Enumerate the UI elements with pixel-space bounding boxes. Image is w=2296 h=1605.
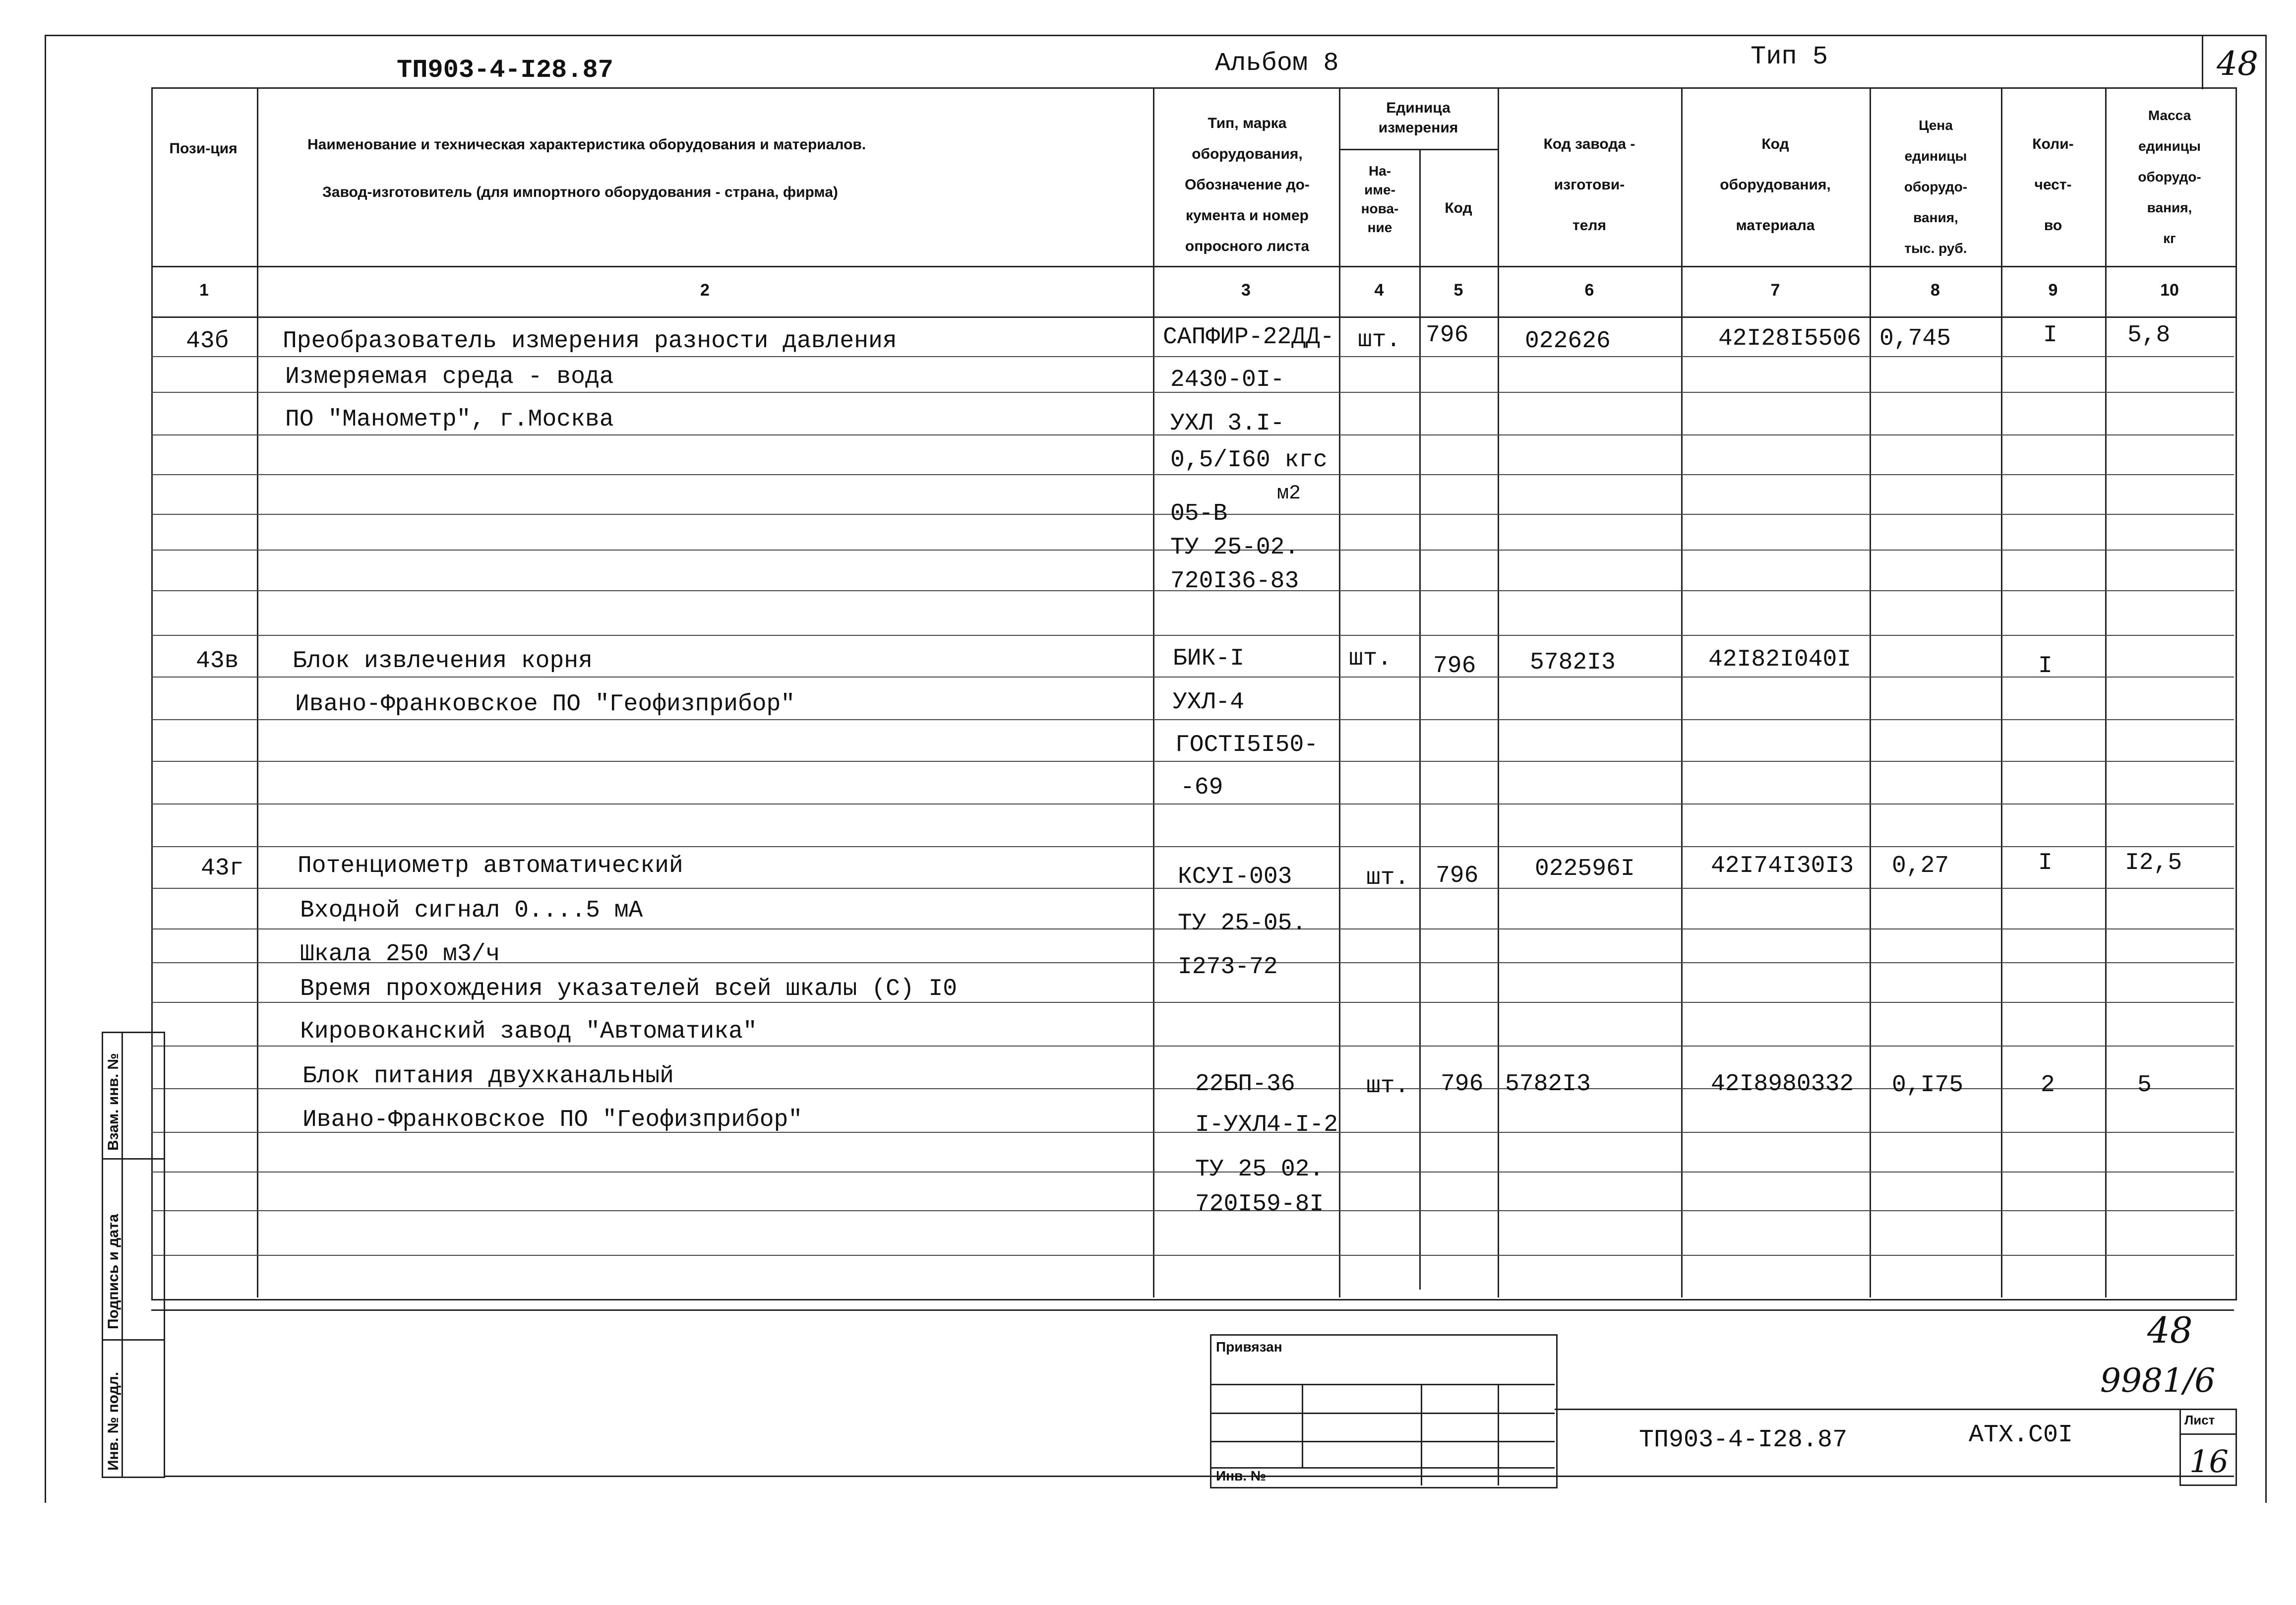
col-header-unit-code: Код xyxy=(1445,200,1472,216)
col9-l1: Коли- xyxy=(2032,136,2074,152)
type-43b-5: м2 xyxy=(1277,483,1301,505)
maker-bp: 5782I3 xyxy=(1505,1071,1591,1098)
type-bp-3: ТУ 25 02. xyxy=(1195,1156,1324,1183)
mass-43g: I2,5 xyxy=(2125,850,2182,876)
type-43g-1: КСУI-003 xyxy=(1178,864,1292,890)
name-43g-1: Потенциометр автоматический xyxy=(298,853,683,879)
col-num-6: 6 xyxy=(1584,281,1594,300)
col10-l3: оборудо- xyxy=(2138,169,2201,185)
unit-code-43v: 796 xyxy=(1433,653,1476,679)
qty-43g: I xyxy=(2038,850,2053,876)
type-43b-6: 05-В xyxy=(1170,500,1228,527)
row-separator xyxy=(151,677,2234,678)
type-bp-2: I-УХЛ4-I-2 xyxy=(1195,1111,1338,1138)
mass-43b: 5,8 xyxy=(2127,322,2171,349)
maker-43v: 5782I3 xyxy=(1530,649,1616,676)
footer-mark: АТХ.С0I xyxy=(1969,1421,2073,1449)
row-separator xyxy=(151,846,2234,847)
name-43b-2: Измеряемая среда - вода xyxy=(285,364,614,390)
type-43g-3: I273-72 xyxy=(1178,954,1278,981)
pos-43g: 43г xyxy=(201,855,244,882)
col7-l2: оборудования, xyxy=(1720,177,1831,193)
unit-code-43g: 796 xyxy=(1436,863,1479,889)
row-separator xyxy=(151,635,2234,636)
col4-l4: ние xyxy=(1367,220,1392,235)
price-bp: 0,I75 xyxy=(1892,1072,1964,1099)
qty-43v: I xyxy=(2038,653,2053,679)
mass-bp: 5 xyxy=(2137,1072,2152,1099)
inv-no-label: Инв. № xyxy=(1216,1468,1267,1483)
name-bp-2: Ивано-Франковское ПО "Геофизприбор" xyxy=(302,1107,803,1133)
unit-code-bp: 796 xyxy=(1441,1071,1484,1098)
row-separator xyxy=(151,1172,2234,1173)
pos-43b: 43б xyxy=(186,328,229,355)
price-43g: 0,27 xyxy=(1892,853,1949,879)
pos-43v: 43в xyxy=(196,648,239,675)
type-bp-4: 720I59-8I xyxy=(1195,1191,1324,1218)
type-43b-2: 2430-0I- xyxy=(1170,367,1285,393)
col-header-equip-code xyxy=(1686,124,1865,246)
col-header-unit-name xyxy=(1341,162,1418,237)
maker-43b: 022626 xyxy=(1525,328,1611,355)
name-43b-1: Преобразователь измерения разности давления xyxy=(283,328,897,355)
col7-l1: Код xyxy=(1761,136,1789,152)
col-num-1: 1 xyxy=(199,281,209,300)
col-header-unit: Единица измерения xyxy=(1378,100,1458,136)
row-separator xyxy=(151,1046,2234,1047)
col-num-7: 7 xyxy=(1770,281,1780,300)
unit-bp: шт. xyxy=(1366,1073,1409,1100)
row-separator xyxy=(151,719,2234,720)
stamp-vzam-inv: Взам. инв. № xyxy=(105,1053,121,1151)
type-43b-1: САПФИР-22ДД- xyxy=(1163,324,1334,351)
col-num-5: 5 xyxy=(1453,281,1463,300)
unit-43g: шт. xyxy=(1366,864,1409,891)
col6-l2: изготови- xyxy=(1554,177,1625,193)
col3-l1: Тип, марка xyxy=(1208,115,1287,131)
name-43g-5: Кировоканский завод "Автоматика" xyxy=(300,1018,757,1045)
col-header-name-line1: Наименование и техническая характеристика оборудования и материалов. xyxy=(307,136,866,153)
col-num-8: 8 xyxy=(1931,281,1940,300)
maker-43g: 022596I xyxy=(1535,856,1635,882)
col10-l4: вания, xyxy=(2147,200,2192,215)
col-num-2: 2 xyxy=(700,281,710,300)
type-43b-8: 720I36-83 xyxy=(1170,568,1299,595)
stamp-inv-podl: Инв. № подл. xyxy=(105,1371,121,1471)
name-bp-1: Блок питания двухканальный xyxy=(302,1063,674,1090)
unit-code-43b: 796 xyxy=(1426,322,1469,349)
name-43b-3: ПО "Манометр", г.Москва xyxy=(285,406,614,433)
col8-l1: Цена xyxy=(1919,118,1953,133)
unit-43v: шт. xyxy=(1349,645,1392,672)
col9-l2: чест- xyxy=(2034,177,2072,193)
col-num-3: 3 xyxy=(1241,281,1251,300)
col-num-4: 4 xyxy=(1374,281,1384,300)
type-43b-4: 0,5/I60 кгс xyxy=(1170,447,1328,474)
equip-43b: 42I28I5506 xyxy=(1718,325,1862,352)
type-43v-3: ГОСТI5I50- xyxy=(1175,732,1319,758)
col3-l2: оборудования, xyxy=(1192,146,1303,162)
footer-doc-code: ТП903-4-I28.87 xyxy=(1639,1426,1848,1454)
qty-43b: I xyxy=(2043,322,2057,349)
row-separator xyxy=(151,1255,2234,1256)
col3-l5: опросного листа xyxy=(1185,238,1310,254)
col7-l3: материала xyxy=(1736,217,1815,234)
col8-l4: вания, xyxy=(1913,210,1958,225)
name-43v-2: Ивано-Франковское ПО "Геофизприбор" xyxy=(295,691,795,718)
col-num-9: 9 xyxy=(2048,281,2058,300)
col-header-mass xyxy=(2108,100,2232,254)
type-43v-2: УХЛ-4 xyxy=(1173,689,1245,716)
col-header-name-line2: Завод-изготовитель (для импортного оборудования - страна, фирма) xyxy=(322,184,838,200)
type-label: Тип 5 xyxy=(1751,42,1828,71)
type-43b-3: УХЛ 3.I- xyxy=(1170,410,1285,437)
row-separator xyxy=(151,474,2234,475)
row-separator xyxy=(151,803,2234,804)
row-separator xyxy=(151,761,2234,762)
col8-l3: оборудо- xyxy=(1904,179,1968,194)
equip-bp: 42I8980332 xyxy=(1711,1071,1854,1098)
sheet-number: 16 xyxy=(2189,1443,2229,1480)
col10-l2: единицы xyxy=(2138,138,2201,154)
name-43g-2: Входной сигнал 0....5 мА xyxy=(300,897,643,924)
col3-l4: кумента и номер xyxy=(1185,207,1309,224)
col-header-type xyxy=(1163,108,1331,262)
col4-l3: нова- xyxy=(1361,201,1399,216)
unit-43b: шт. xyxy=(1358,327,1401,354)
page-mark: 48 xyxy=(2217,45,2258,83)
type-43b-7: ТУ 25-02. xyxy=(1170,534,1299,561)
row-separator xyxy=(151,356,2234,357)
price-43b: 0,745 xyxy=(1879,325,1951,352)
col-header-maker-code xyxy=(1503,124,1676,246)
col9-l3: во xyxy=(2044,217,2062,234)
privyazan-label: Привязан xyxy=(1216,1339,1282,1355)
col4-l1: На- xyxy=(1368,163,1391,179)
col-header-qty xyxy=(2003,124,2103,246)
col10-l1: Масса xyxy=(2148,108,2191,123)
col6-l1: Код завода - xyxy=(1543,136,1635,152)
col-header-position: Пози-ция xyxy=(169,140,238,157)
name-43g-3: Шкала 250 м3/ч xyxy=(300,941,500,968)
col-num-10: 10 xyxy=(2160,281,2179,300)
handwritten-48: 48 xyxy=(2147,1309,2193,1351)
type-43g-2: ТУ 25-05. xyxy=(1178,910,1307,937)
name-43g-4: Время прохождения указателей всей шкалы (С) I0 xyxy=(300,976,958,1002)
type-43v-1: БИК-I xyxy=(1173,645,1245,672)
type-43v-4: -69 xyxy=(1180,774,1223,801)
qty-bp: 2 xyxy=(2041,1072,2055,1099)
equip-43v: 42I82I040I xyxy=(1708,646,1852,673)
sheet-label: Лист xyxy=(2184,1413,2215,1427)
handwritten-9981: 9981/6 xyxy=(2100,1361,2216,1400)
col4-l2: име- xyxy=(1364,182,1395,197)
col8-l5: тыс. руб. xyxy=(1904,241,1967,256)
col6-l3: теля xyxy=(1572,217,1606,234)
type-bp-1: 22БП-36 xyxy=(1195,1071,1295,1098)
col3-l3: Обозначение до- xyxy=(1185,177,1310,193)
col8-l2: единицы xyxy=(1904,148,1967,164)
name-43v-1: Блок извлечения корня xyxy=(293,648,593,675)
doc-code-top: ТП903-4-I28.87 xyxy=(397,56,613,85)
equip-43g: 42I74I30I3 xyxy=(1711,853,1854,879)
col10-l5: кг xyxy=(2163,231,2176,246)
col-header-price xyxy=(1873,110,1999,264)
row-separator xyxy=(151,1210,2234,1211)
album-label: Альбом 8 xyxy=(1215,49,1339,78)
stamp-signature-date: Подпись и дата xyxy=(105,1214,121,1329)
